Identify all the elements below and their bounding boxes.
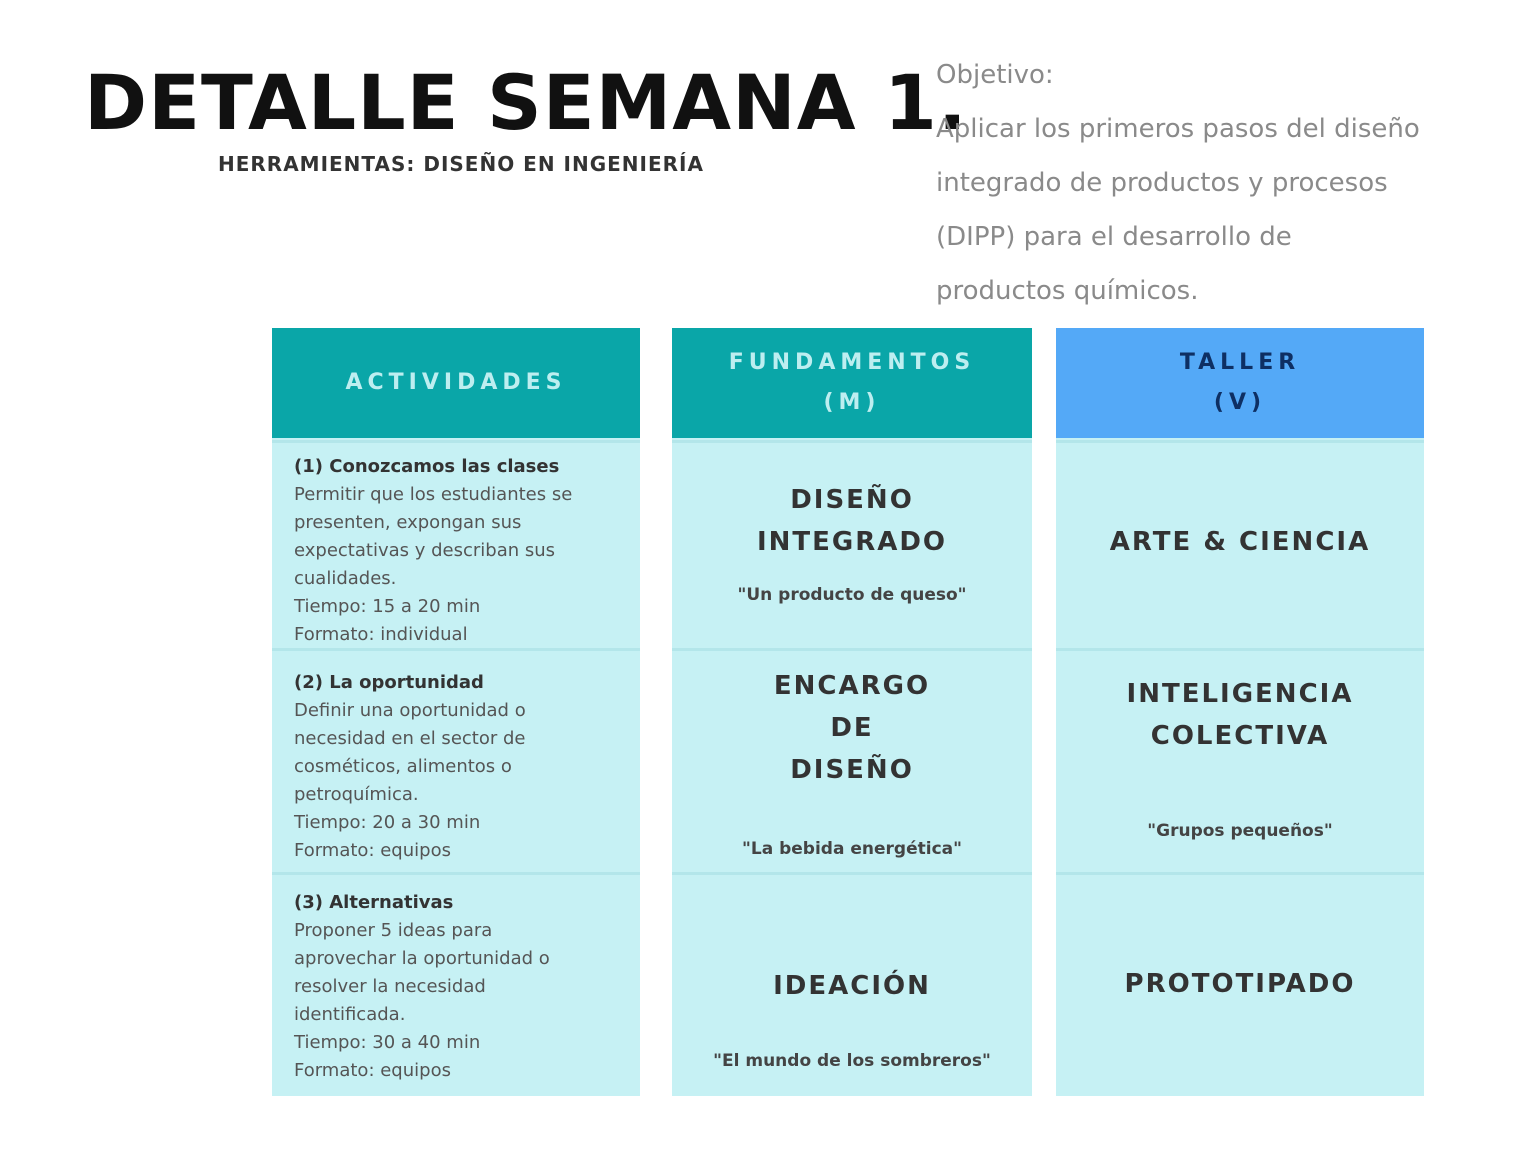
fundamentos-header: [672, 328, 1032, 438]
taller-cell: [1056, 872, 1424, 1096]
fundamentos-header-code: (M): [823, 390, 881, 415]
activity-line: resolver la necesidad: [294, 976, 486, 997]
activity-line: presenten, expongan sus: [294, 512, 522, 533]
fundamento-topic: INTEGRADO: [756, 527, 948, 557]
activity-line: identificada.: [294, 1004, 406, 1025]
page-subtitle: HERRAMIENTAS: DISEÑO EN INGENIERÍA: [218, 152, 704, 176]
taller-header: [1056, 328, 1424, 438]
taller-topic: INTELIGENCIA: [1126, 679, 1354, 709]
fundamento-cell: [672, 872, 1032, 1096]
fundamento-quote: "El mundo de los sombreros": [713, 1051, 991, 1071]
fundamento-cell: [672, 440, 1032, 648]
objective-block: [936, 48, 1426, 318]
taller-quote: "Grupos pequeños": [1147, 821, 1333, 841]
activity-line: petroquímica.: [294, 784, 419, 805]
activity-line: Permitir que los estudiantes se: [294, 484, 573, 505]
actividades-column: [272, 328, 640, 1096]
fundamento-quote: "La bebida energética": [742, 839, 962, 859]
page-title: DETALLE SEMANA 1.: [84, 58, 968, 147]
activity-time: Tiempo: 20 a 30 min: [294, 812, 481, 833]
objective-label: Objetivo:: [936, 60, 1054, 90]
fundamento-quote: "Un producto de queso": [737, 585, 967, 605]
taller-column: [1056, 328, 1424, 1096]
fundamentos-column: [672, 328, 1032, 1096]
taller-header-code: (V): [1213, 390, 1267, 415]
activity-title: (1) Conozcamos las clases: [294, 456, 560, 477]
fundamentos-header-label: FUNDAMENTOS: [728, 350, 976, 375]
fundamento-topic: IDEACIÓN: [773, 971, 931, 1001]
taller-topic: PROTOTIPADO: [1124, 969, 1356, 999]
activity-time: Tiempo: 30 a 40 min: [294, 1032, 481, 1053]
fundamento-topic: DISEÑO: [790, 755, 914, 785]
activity-format: Formato: equipos: [294, 1060, 451, 1081]
activity-line: Definir una oportunidad o: [294, 700, 526, 721]
taller-topic: COLECTIVA: [1150, 721, 1330, 751]
taller-topic: ARTE & CIENCIA: [1109, 527, 1371, 557]
objective-text: Aplicar los primeros pasos del diseño integrado de productos y procesos (DIPP) para el desarrollo de productos químicos.: [936, 114, 1420, 306]
activity-line: aprovechar la oportunidad o: [294, 948, 550, 969]
activity-line: cualidades.: [294, 568, 397, 589]
actividades-header: [272, 328, 640, 438]
activity-cell: [272, 872, 640, 1096]
activity-format: Formato: individual: [294, 624, 468, 645]
fundamento-topic: ENCARGO: [773, 671, 931, 701]
activity-title: (2) La oportunidad: [294, 672, 484, 693]
fundamento-topic: DISEÑO: [790, 485, 914, 515]
activity-line: expectativas y describan sus: [294, 540, 556, 561]
activity-cell: [272, 440, 640, 648]
taller-cell: [1056, 440, 1424, 648]
fundamento-topic: DE: [830, 713, 874, 743]
fundamento-cell: [672, 648, 1032, 872]
activity-title: (3) Alternativas: [294, 892, 454, 913]
activity-line: cosméticos, alimentos o: [294, 756, 512, 777]
actividades-header-label: ACTIVIDADES: [345, 370, 567, 395]
taller-cell: [1056, 648, 1424, 872]
taller-header-label: TALLER: [1179, 350, 1301, 375]
activity-line: Proponer 5 ideas para: [294, 920, 493, 941]
activity-line: necesidad en el sector de: [294, 728, 526, 749]
activity-format: Formato: equipos: [294, 840, 451, 861]
activity-cell: [272, 648, 640, 872]
activity-time: Tiempo: 15 a 20 min: [294, 596, 481, 617]
